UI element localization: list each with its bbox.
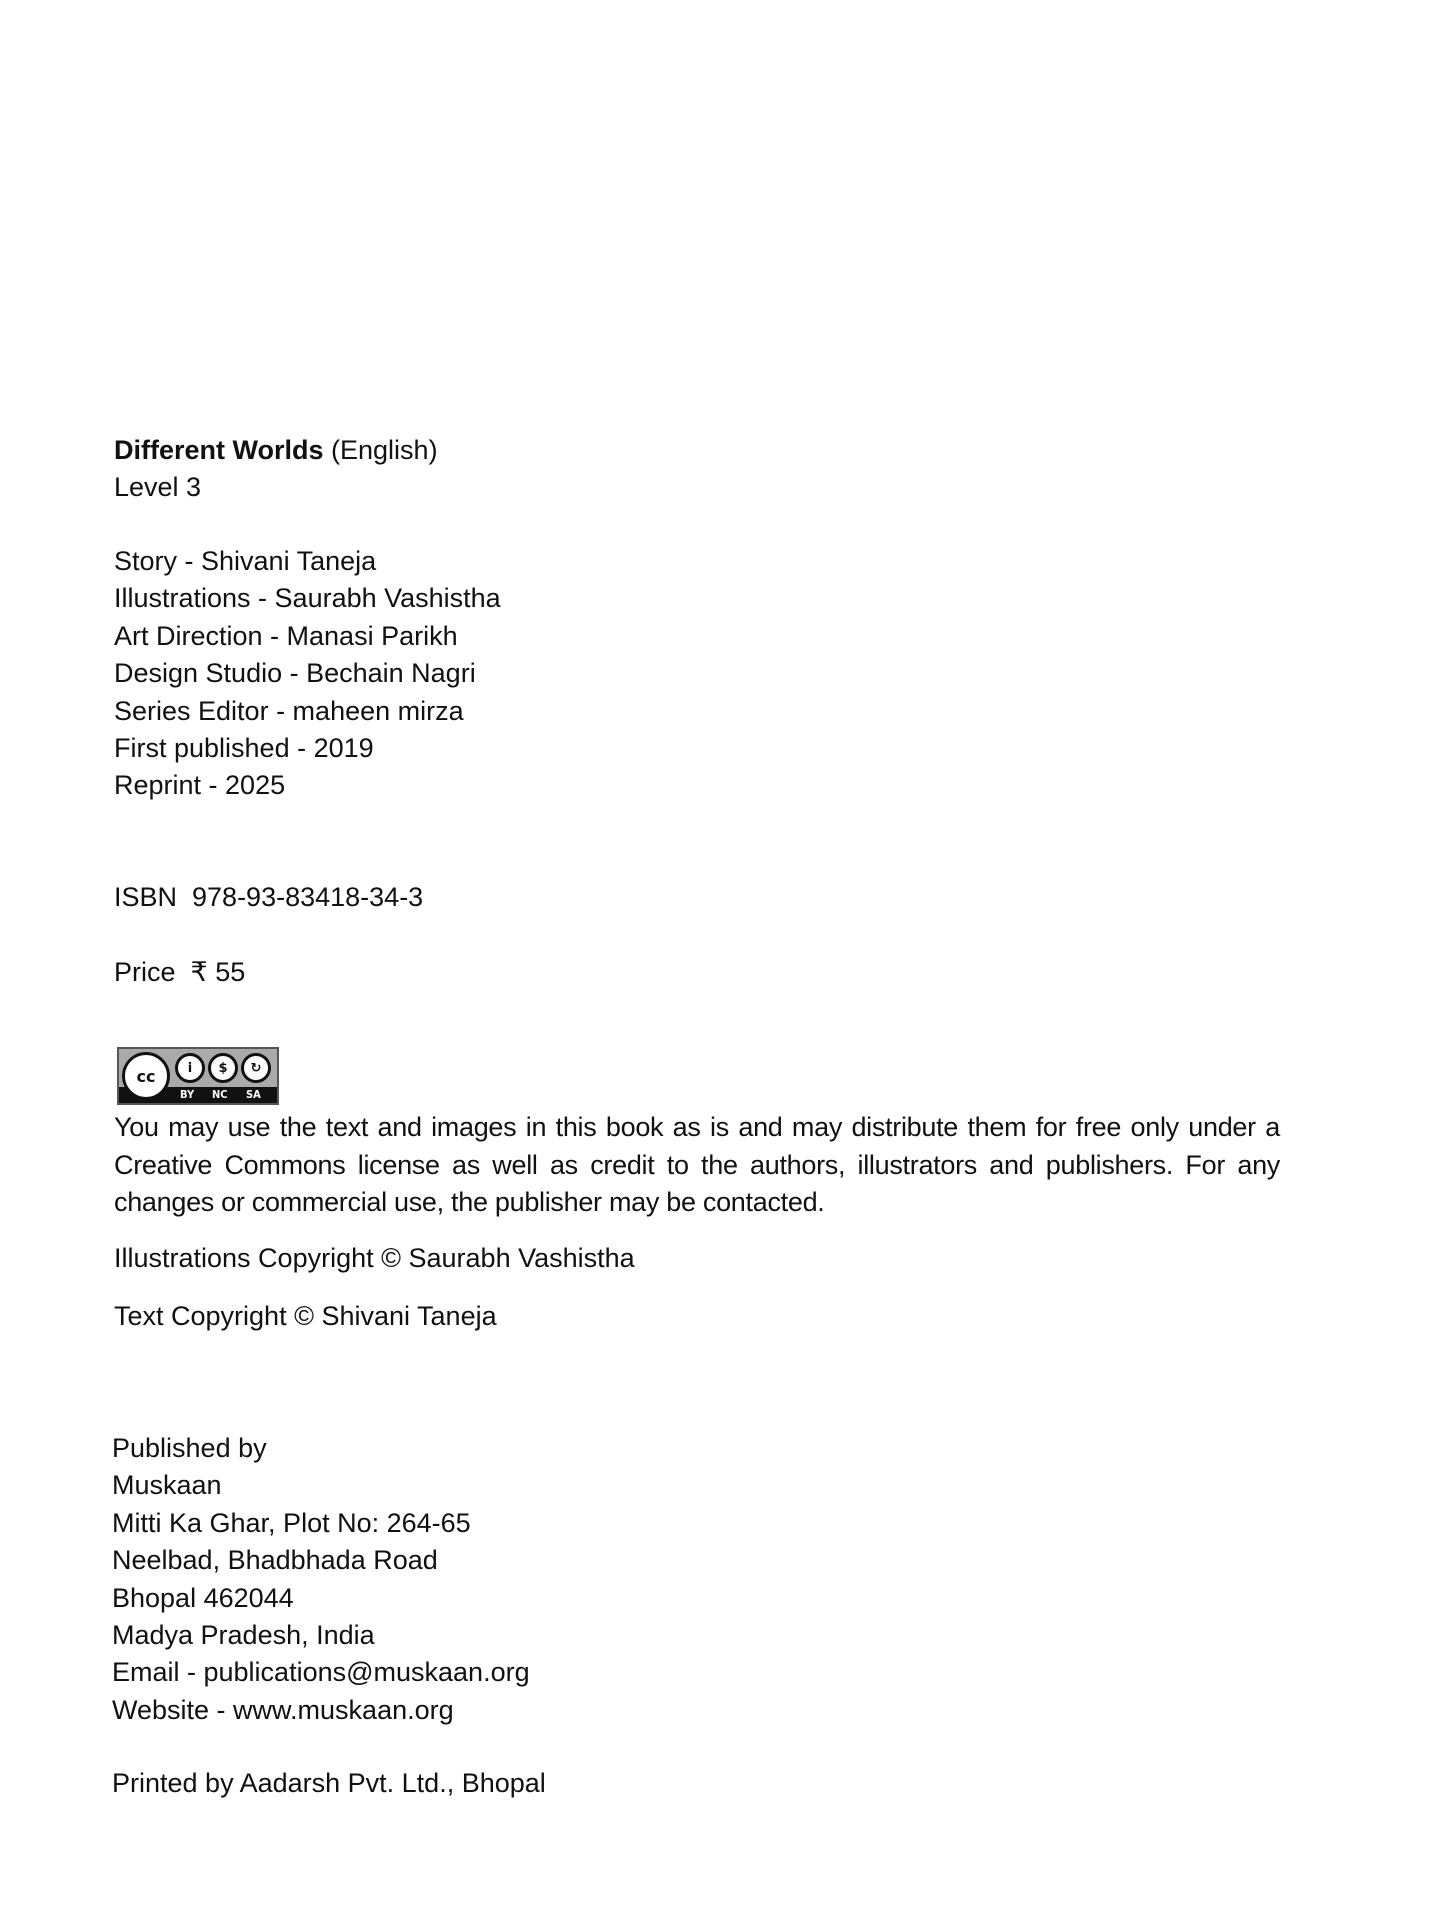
book-title: Different Worlds (English) (114, 435, 438, 465)
level: Level 3 (114, 472, 202, 503)
no-dollar-icon: $ (208, 1053, 238, 1083)
credit-line: Series Editor - maheen mirza (114, 695, 464, 726)
credit-line: Illustrations - Saurabh Vashistha (114, 583, 501, 614)
publisher-email: Email - publications@muskaan.org (112, 1657, 530, 1688)
license-text: You may use the text and images in this book as is and may distribute them for free only under a Creative Commons license as well as credit to the authors, illustrators and publishers. For any changes or commercial use, the publisher may be contacted. (114, 1112, 1280, 1217)
isbn: ISBN 978-93-83418-34-3 (114, 882, 424, 912)
credit-line: Story - Shivani Taneja (114, 546, 377, 576)
badge-label-nc: NC (212, 1088, 228, 1101)
cc-icon: cc (122, 1052, 170, 1100)
credit-line: First published - 2019 (114, 732, 374, 763)
printed-by: Printed by Aadarsh Pvt. Ltd., Bhopal (112, 1768, 546, 1798)
price: Price ₹ 55 (114, 957, 246, 987)
illustrations-copyright: Illustrations Copyright © Saurabh Vashistha (114, 1243, 635, 1273)
published-by-label: Published by (112, 1433, 267, 1463)
publisher-info (112, 1430, 530, 1729)
credit-line: Reprint - 2025 (114, 770, 286, 801)
address-line: Mitti Ka Ghar, Plot No: 264-65 (112, 1507, 471, 1538)
person-icon: i (175, 1053, 205, 1083)
address-line: Bhopal 462044 (112, 1582, 294, 1613)
credits (114, 543, 501, 805)
creative-commons-badge (117, 1047, 279, 1105)
address-line: Neelbad, Bhadbhada Road (112, 1545, 438, 1576)
badge-label-by: BY (180, 1088, 195, 1101)
credit-line: Design Studio - Bechain Nagri (114, 658, 476, 689)
address-line: Madya Pradesh, India (112, 1619, 375, 1650)
text-copyright: Text Copyright © Shivani Taneja (114, 1301, 497, 1331)
book-info (114, 432, 438, 507)
publisher-name: Muskaan (112, 1470, 222, 1501)
credit-line: Art Direction - Manasi Parikh (114, 620, 458, 651)
badge-label-sa: SA (246, 1088, 261, 1101)
share-alike-icon: ↻ (241, 1053, 271, 1083)
publisher-website: Website - www.muskaan.org (112, 1694, 454, 1725)
